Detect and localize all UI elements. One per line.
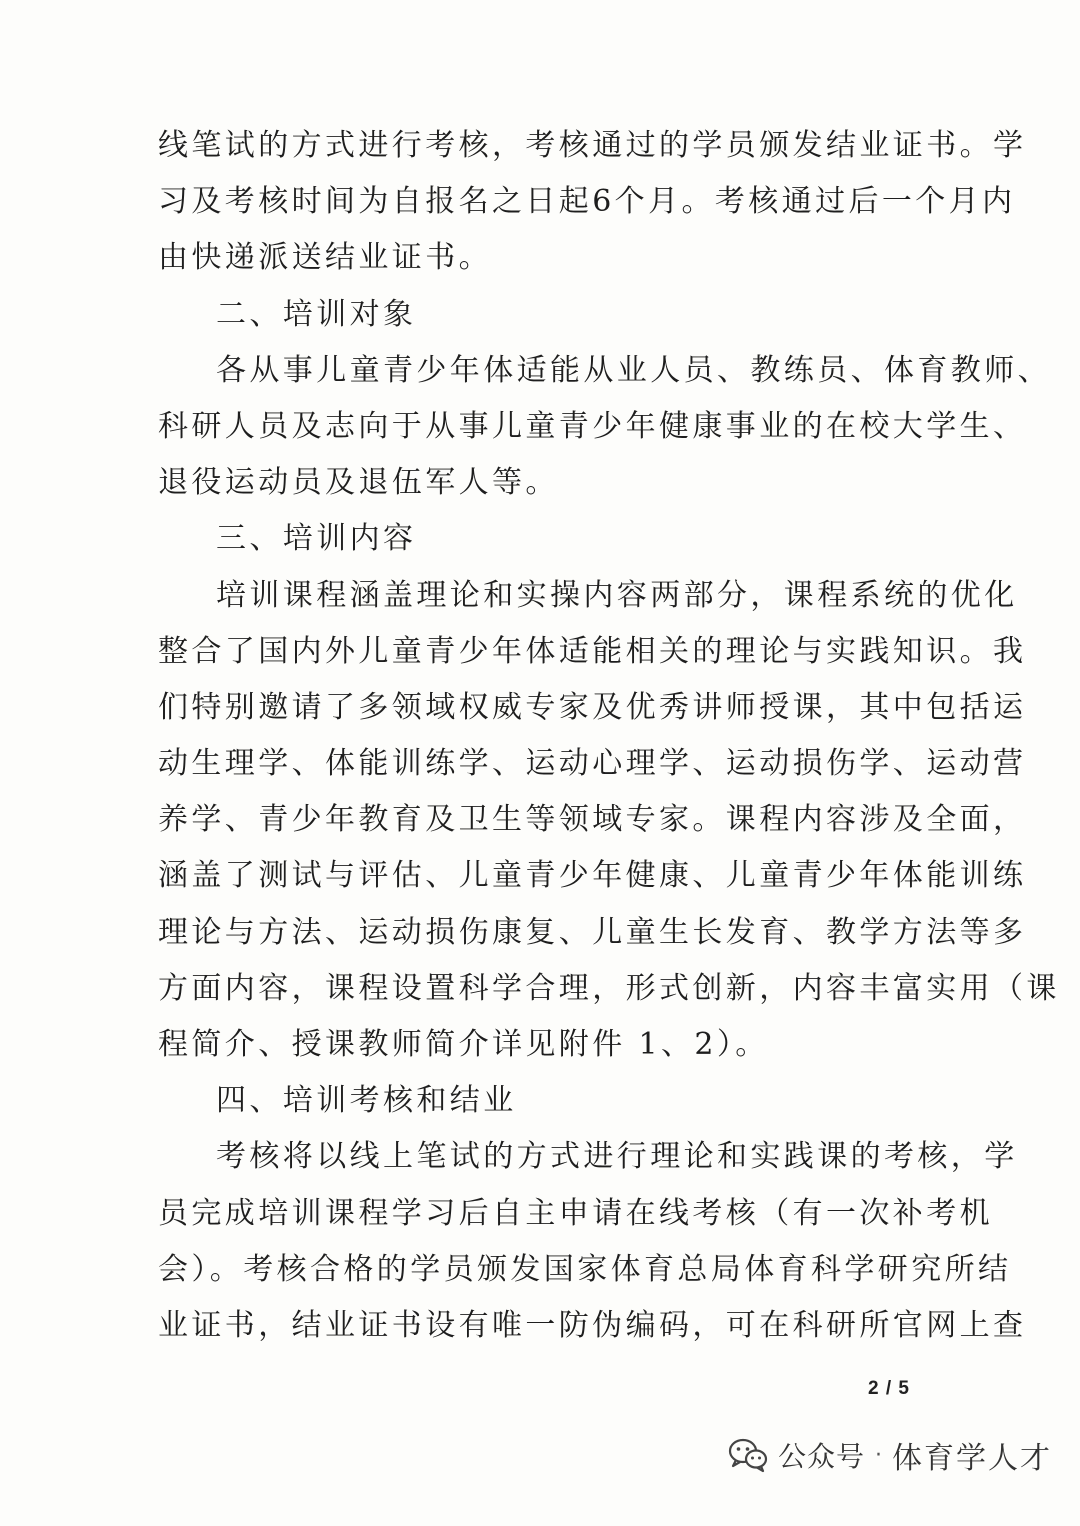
text-line: 退役运动员及退伍军人等。 — [158, 465, 559, 501]
text-line: 考核将以线上笔试的方式进行理论和实践课的考核，学 — [216, 1139, 1018, 1175]
text-line: 涵盖了测试与评估、儿童青少年健康、儿童青少年体能训练 — [158, 858, 1027, 894]
wechat-icon — [728, 1437, 768, 1473]
text-line: 们特别邀请了多领域权威专家及优秀讲师授课，其中包括运 — [158, 689, 1027, 725]
text-line: 会）。考核合格的学员颁发国家体育总局体育科学研究所结 — [158, 1251, 1012, 1287]
text-line: 各从事儿童青少年体适能从业人员、教练员、体育教师、 — [216, 352, 1051, 388]
text-line: 养学、青少年教育及卫生等领域专家。课程内容涉及全面， — [158, 802, 1027, 838]
watermark-label: 公众号 — [778, 1440, 866, 1473]
text-line: 程简介、授课教师简介详见附件 1、2）。 — [158, 1027, 769, 1062]
text-line: 科研人员及志向于从事儿童青少年健康事业的在校大学生、 — [158, 408, 1027, 444]
section-heading: 四、培训考核和结业 — [216, 1083, 517, 1119]
text-line: 习及考核时间为自报名之日起6个月。考核通过后一个月内 — [158, 184, 1016, 220]
text-line: 动生理学、体能训练学、运动心理学、运动损伤学、运动营 — [158, 746, 1027, 782]
text-line: 业证书，结业证书设有唯一防伪编码，可在科研所官网上查 — [158, 1307, 1027, 1343]
text-line: 培训课程涵盖理论和实操内容两部分，课程系统的优化 — [216, 577, 1018, 613]
text-line: 理论与方法、运动损伤康复、儿童生长发育、教学方法等多 — [158, 914, 1027, 950]
watermark-separator: · — [875, 1442, 883, 1468]
watermark-account-name: 体育学人才 — [892, 1441, 1053, 1476]
document-body — [158, 118, 1060, 1354]
text-line: 线笔试的方式进行考核，考核通过的学员颁发结业证书。学 — [158, 128, 1027, 163]
text-line: 由快递派送结业证书。 — [158, 240, 492, 276]
section-heading: 三、培训内容 — [216, 521, 417, 557]
text-line: 员完成培训课程学习后自主申请在线考核（有一次补考机 — [158, 1195, 993, 1231]
text-line: 整合了国内外儿童青少年体适能相关的理论与实践知识。我 — [158, 633, 1027, 669]
text-line: 方面内容，课程设置科学合理，形式创新，内容丰富实用（课 — [158, 970, 1060, 1006]
section-heading: 二、培训对象 — [216, 296, 417, 332]
wechat-watermark — [728, 1430, 1052, 1480]
page-number: 2 / 5 — [868, 1378, 910, 1399]
